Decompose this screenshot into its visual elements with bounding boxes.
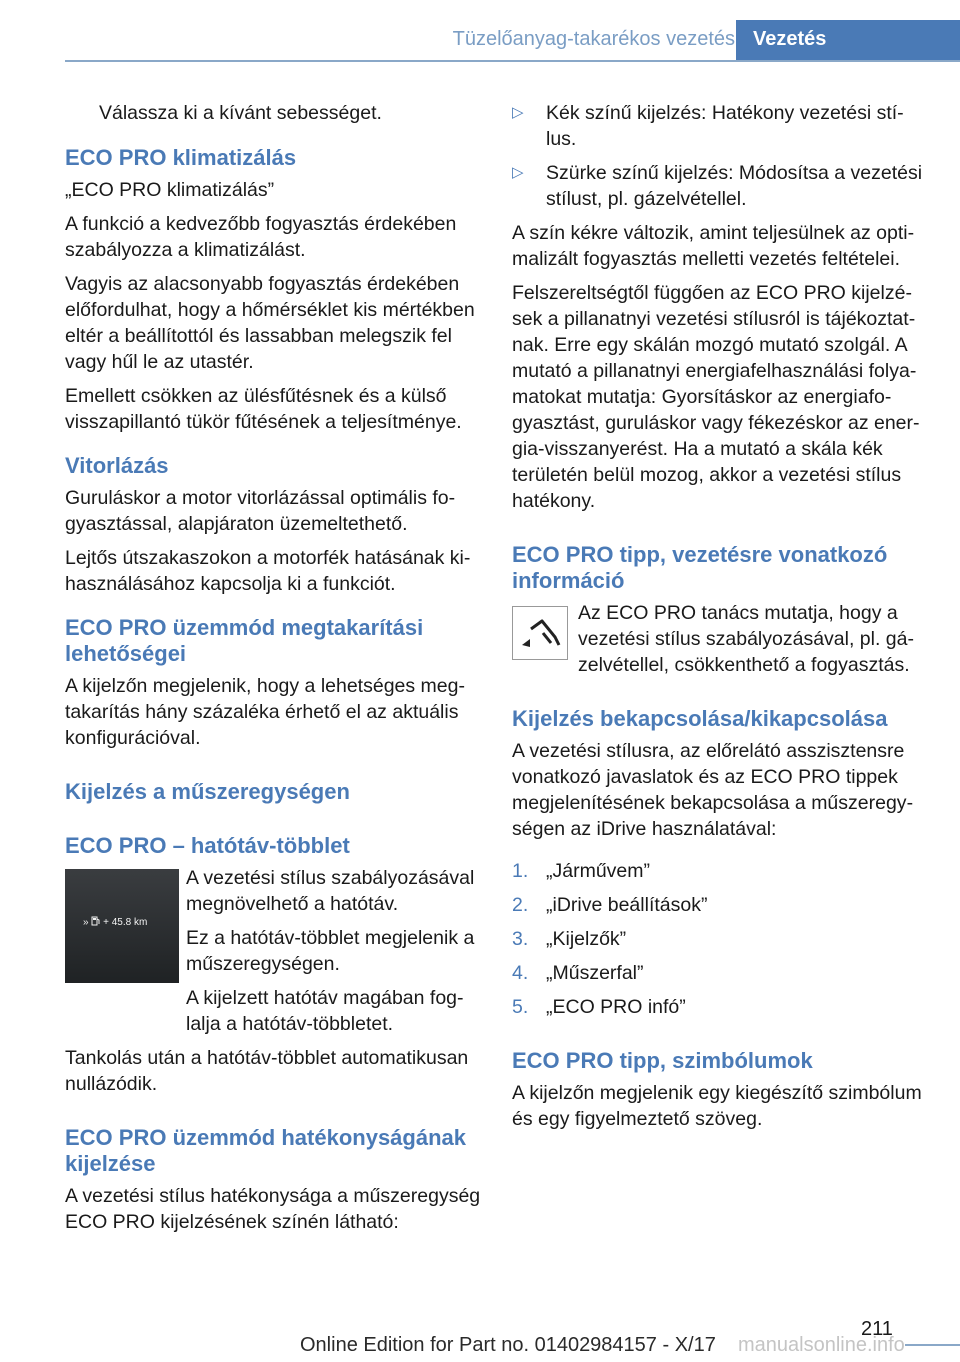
step-number: 1. [512, 860, 529, 882]
step-text: „iDrive beállítások” [546, 894, 708, 916]
range-bonus-value: + 45.8 km [103, 917, 148, 928]
heading-cluster-display: Kijelzés a műszeregységen [65, 779, 350, 804]
heading-efficiency: ECO PRO üzemmód hatékonyságának kijelzése [65, 1125, 466, 1176]
paragraph: A kijelzőn megjelenik, hogy a lehetséges megtakarítás hány százaléka érhető el az aktuális konfigurációval. [65, 675, 465, 749]
page-number: 211 [861, 1318, 893, 1340]
paragraph: Lejtős útszakaszokon a motorfék hatásának kihasználásához kapcsolja ki a funkciót. [65, 547, 471, 595]
paragraph: Emellett csökken az ülésfűtésnek és a külső visszapillantó tükör fűtésének a teljesítménye. [65, 385, 462, 433]
section-title: Tüzelőanyag-takarékos vezetés [452, 28, 735, 50]
list-item-text: Kék színű kijelzés: Hatékony vezetési stílus. [546, 102, 904, 150]
dashboard-readout [83, 916, 147, 928]
intro-text: Válassza ki a kívánt sebességet. [99, 102, 382, 124]
list-item [512, 160, 925, 212]
step-text: „ECO PRO infó” [546, 996, 686, 1018]
step-number: 3. [512, 928, 529, 950]
heading-savings: ECO PRO üzemmód megtakarítási lehetőségei [65, 615, 424, 666]
step-text: „Műszerfal” [546, 962, 644, 984]
paragraph: A szín kékre változik, amint teljesülnek az optimalizált fogyasztás melletti vezetés feltételei. [512, 222, 915, 270]
paragraph: Tankolás után a hatótáv-többlet automatikusan nullázódik. [65, 1047, 469, 1095]
list-item [512, 926, 925, 952]
paragraph: Guruláskor a motor vitorlázással optimális fogyasztással, alapjáraton üzemeltethető. [65, 487, 456, 535]
header-divider [65, 60, 960, 62]
heading-sailing: Vitorlázás [65, 453, 169, 478]
paragraph: Vagyis az alacsonyabb fogyasztás érdekében előfordulhat, hogy a hőmérséklet kis mértékben eltér a beállítottól és lassabban melegszik fel vagy hűl le az utastér. [65, 273, 475, 373]
range-bonus-figure-block [65, 865, 483, 1037]
step-number: 5. [512, 996, 529, 1018]
watermark: manualsonline.info [738, 1334, 905, 1356]
triangle-bullet-icon: ▷ [512, 104, 524, 121]
list-item [512, 858, 925, 884]
fuel-pump-icon [91, 916, 100, 926]
heading-symbols: ECO PRO tipp, szimbólumok [512, 1048, 813, 1073]
heading-tip-info: ECO PRO tipp, vezetésre vonatkozó információ [512, 542, 888, 593]
paragraph: A kijelzőn megjelenik egy kiegészítő szimbólum és egy figyelmeztető szöveg. [512, 1082, 922, 1130]
paragraph: A kijelzett hatótáv magában foglalja a hatótáv-többletet. [186, 987, 464, 1035]
step-number: 2. [512, 894, 529, 916]
page-header [65, 20, 960, 62]
step-text: „Járművem” [546, 860, 651, 882]
paragraph: „ECO PRO klimatizálás” [65, 179, 275, 201]
step-number: 4. [512, 962, 529, 984]
edition-note: Online Edition for Part no. 01402984157 - X/17 [300, 1334, 716, 1356]
paragraph: Ez a hatótáv-többlet megjelenik a műszeregységen. [186, 927, 475, 975]
list-item-text: Szürke színű kijelzés: Módosítsa a vezetési stílust, pl. gázelvétellel. [546, 162, 923, 210]
heading-eco-climate: ECO PRO klimatizálás [65, 145, 297, 170]
right-column [512, 100, 925, 1140]
chapter-tab[interactable]: Vezetés [736, 20, 960, 62]
paragraph: A vezetési stílus hatékonysága a műszeregység ECO PRO kijelzésének színén látható: [65, 1185, 481, 1233]
list-item [512, 994, 925, 1020]
list-item [512, 960, 925, 986]
paragraph: A vezetési stílusra, az előrelátó asszisztensre vonatkozó javaslatok és az ECO PRO tippek megjelenítésének bekapcsolása a műszeregységen az iDrive használatával: [512, 740, 914, 840]
left-column [65, 100, 483, 1243]
tip-info-block [512, 600, 925, 678]
heading-display-toggle: Kijelzés bekapcsolása/kikapcsolása [512, 706, 888, 731]
paragraph: Felszereltségtől függően az ECO PRO kijelzések a pillanatnyi vezetési stílusról is tájékoztatnak. Erre egy skálán mozgó mutató szolgál. A mutató a pillanatnyi energiafelhasználási folyamatokat mutatja: Gyorsításkor az energiafogyasztást, guruláskor vagy fékezéskor az energia-visszanyerést. Ha a mutató a skála kék területén belül mozog, akkor a vezetési stílus hatékony. [512, 282, 920, 512]
triangle-bullet-icon: ▷ [512, 164, 524, 181]
paragraph: A vezetési stílus szabályozásával megnövelhető a hatótáv. [186, 867, 475, 915]
step-text: „Kijelzők” [546, 928, 627, 950]
dashboard-range-image [65, 869, 179, 983]
paragraph: A funkció a kedvezőbb fogyasztás érdekében szabályozza a klimatizálást. [65, 213, 457, 261]
double-chevron-icon: » [83, 917, 89, 928]
list-item [512, 892, 925, 918]
paragraph: Az ECO PRO tanács mutatja, hogy a vezetési stílus szabályozásával, pl. gázelvétellel, csökkenthető a fogyasztás. [578, 602, 915, 676]
footer-divider [905, 1344, 960, 1346]
list-item [512, 100, 925, 152]
heading-range-bonus: ECO PRO – hatótáv-többlet [65, 833, 350, 858]
eco-pro-tip-icon [512, 606, 568, 660]
